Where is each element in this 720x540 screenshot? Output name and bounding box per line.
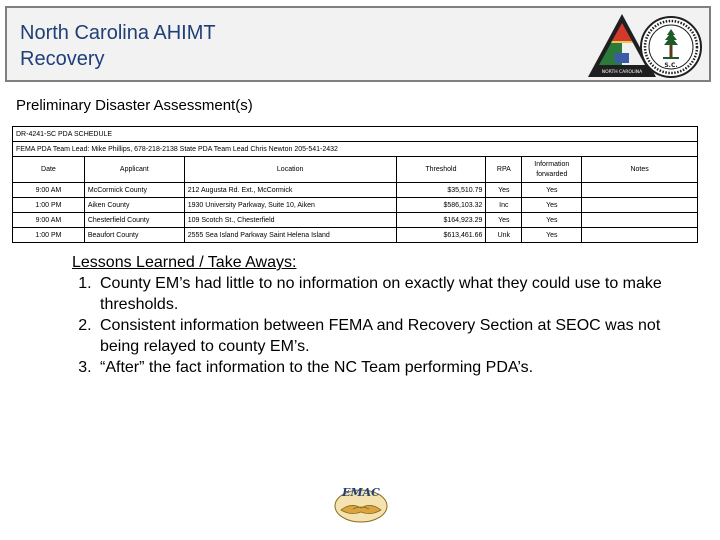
title-banner	[5, 6, 711, 82]
emac-logo-text: EMAC	[342, 486, 380, 499]
logo-right-text: S.C.	[664, 62, 678, 69]
table-leads-row	[13, 142, 698, 157]
row-location: 212 Augusta Rd. Ext., McCormick	[184, 183, 396, 198]
schedule-title: DR-4241-SC PDA SCHEDULE	[13, 127, 698, 142]
sc-emergency-seal-icon	[637, 15, 705, 79]
row-rpa: Yes	[486, 213, 522, 228]
row-date: 1:00 PM	[13, 228, 85, 243]
row-applicant: Beaufort County	[84, 228, 184, 243]
page-title-line-1: North Carolina AHIMT	[20, 22, 216, 44]
row-location: 109 Scotch St., Chesterfield	[184, 213, 396, 228]
list-item: 3. “After” the fact information to the NC Team performing PDA’s.	[96, 357, 682, 378]
page-title	[20, 20, 216, 72]
table-header-row	[13, 157, 698, 183]
column-header-location: Location	[184, 157, 396, 183]
column-header-applicant: Applicant	[84, 157, 184, 183]
table-row	[13, 183, 698, 198]
row-location: 1930 University Parkway, Suite 10, Aiken	[184, 198, 396, 213]
emac-logo-icon	[333, 480, 389, 524]
row-forwarded: Yes	[522, 198, 582, 213]
row-rpa: Yes	[486, 183, 522, 198]
row-forwarded: Yes	[522, 183, 582, 198]
column-header-notes: Notes	[582, 157, 698, 183]
table-row	[13, 198, 698, 213]
row-date: 1:00 PM	[13, 198, 85, 213]
lessons-heading: Lessons Learned / Take Aways:	[72, 254, 297, 271]
row-threshold: $613,461.66	[396, 228, 486, 243]
row-notes	[582, 198, 698, 213]
row-threshold: $586,103.32	[396, 198, 486, 213]
row-location: 2555 Sea Island Parkway Saint Helena Island	[184, 228, 396, 243]
column-header-threshold: Threshold	[396, 157, 486, 183]
row-notes	[582, 183, 698, 198]
schedule-leads: FEMA PDA Team Lead: Mike Phillips, 678-218-2138 State PDA Team Lead Chris Newton 205-541-2432	[13, 142, 698, 157]
column-header-information-forwarded: Information forwarded	[522, 157, 582, 183]
lessons-learned	[72, 252, 682, 378]
row-forwarded: Yes	[522, 213, 582, 228]
row-threshold: $35,510.79	[396, 183, 486, 198]
section-title: Preliminary Disaster Assessment(s)	[16, 97, 253, 114]
table-title-row	[13, 127, 698, 142]
logo-left-text: NORTH CAROLINA	[601, 70, 643, 75]
pda-schedule-table	[12, 126, 698, 243]
list-item: 1. County EM’s had little to no information on exactly what they could use to make thresholds.	[96, 273, 682, 315]
row-rpa: Unk	[486, 228, 522, 243]
list-item: 2. Consistent information between FEMA and Recovery Section at SEOC was not being relayed to county EM’s.	[96, 315, 682, 357]
row-applicant: Aiken County	[84, 198, 184, 213]
lessons-list	[72, 273, 682, 378]
row-date: 9:00 AM	[13, 183, 85, 198]
page-title-line-2: Recovery	[20, 48, 105, 70]
table-row	[13, 213, 698, 228]
row-applicant: McCormick County	[84, 183, 184, 198]
column-header-rpa: RPA	[486, 157, 522, 183]
column-header-date: Date	[13, 157, 85, 183]
row-rpa: Inc	[486, 198, 522, 213]
row-notes	[582, 213, 698, 228]
table-row	[13, 228, 698, 243]
row-threshold: $164,923.29	[396, 213, 486, 228]
row-date: 9:00 AM	[13, 213, 85, 228]
row-notes	[582, 228, 698, 243]
row-applicant: Chesterfield County	[84, 213, 184, 228]
row-forwarded: Yes	[522, 228, 582, 243]
